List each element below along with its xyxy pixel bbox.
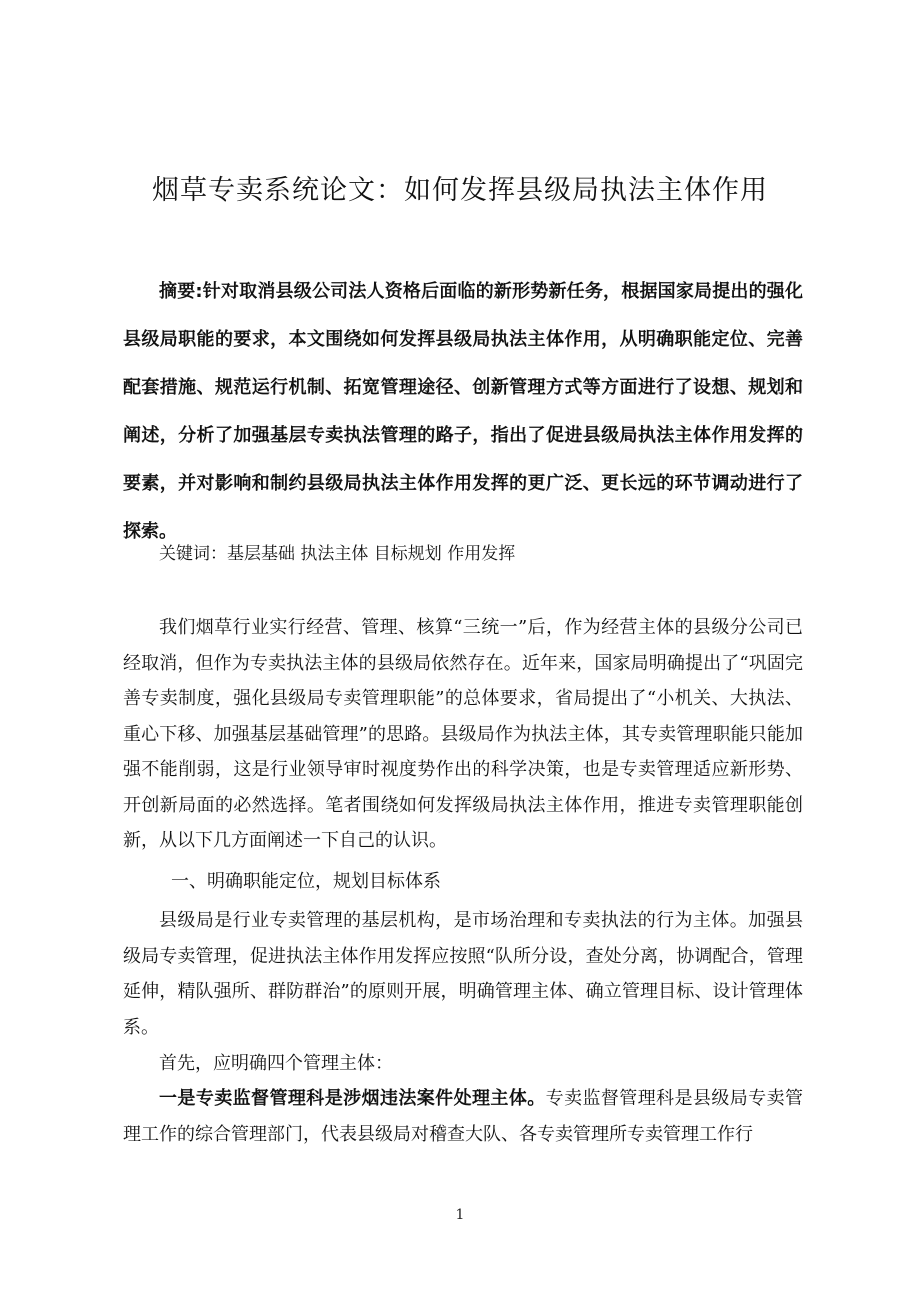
- section-heading-1: 一、明确职能定位，规划目标体系: [171, 871, 441, 892]
- body-paragraph-3: 首先，应明确四个管理主体：: [159, 1053, 393, 1074]
- abstract-paragraph: [123, 268, 803, 556]
- body-paragraph-2: 县级局是行业专卖管理的基层机构，是市场治理和专卖执法的行为主体。加强县级局专卖管理，促进执法主体作用发挥应按照“队所分设，查处分离，协调配合，管理延伸，精队强所、群防群治”的原则开展，明确管理主体、确立管理目标、设计管理体系。: [123, 910, 803, 1038]
- paragraph-4-lead: 一是专卖监督管理科是涉烟违法案件处理主体。: [159, 1088, 546, 1109]
- document-title: 烟草专卖系统论文：如何发挥县级局执法主体作用: [152, 175, 768, 206]
- abstract-label: 摘要:: [159, 281, 203, 302]
- body-paragraph-1: 我们烟草行业实行经营、管理、核算“三统一”后，作为经营主体的县级分公司已经取消，但作为专卖执法主体的县级局依然存在。近年来，国家局明确提出了“巩固完善专卖制度，强化县级局专卖管理职能”的总体要求，省局提出了“小机关、大执法、重心下移、加强基层基础管理”的思路。县级局作为执法主体，其专卖管理职能只能加强不能削弱，这是行业领导审时视度势作出的科学决策，也是专卖管理适应新形势、开创新局面的必然选择。笔者围绕如何发挥级局执法主体作用，推进专卖管理职能创新，从以下几方面阐述一下自己的认识。: [123, 617, 803, 851]
- paragraph-4-text: 专卖监督管理科是县级局专卖管理工作的综合管理部门，代表县级局对稽查大队、各专卖管理所专卖管理工作行: [123, 1088, 804, 1145]
- keywords-line: 关键词：基层基础 执法主体 目标规划 作用发挥: [159, 544, 516, 564]
- page-number: 1: [455, 1207, 465, 1223]
- body-paragraph-4: [123, 1081, 803, 1152]
- abstract-text: 针对取消县级公司法人资格后面临的新形势新任务，根据国家局提出的强化县级局职能的要求，本文围绕如何发挥县级局执法主体作用，从明确职能定位、完善配套措施、规范运行机制、拓宽管理途径、创新管理方式等方面进行了设想、规划和阐述，分析了加强基层专卖执法管理的路子，指出了促进县级局执法主体作用发挥的要素，并对影响和制约县级局执法主体作用发挥的更广泛、更长远的环节调动进行了探索。: [123, 281, 803, 542]
